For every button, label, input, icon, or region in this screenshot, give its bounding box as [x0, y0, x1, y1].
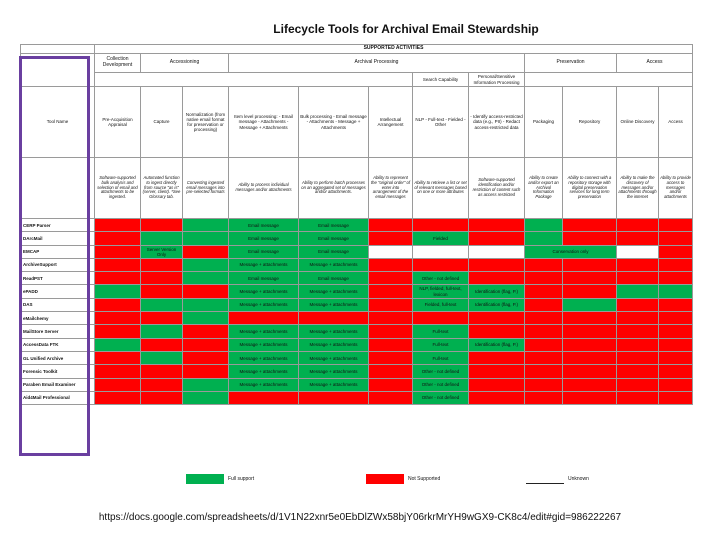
table-row — [21, 312, 693, 325]
cell-not-supported — [183, 245, 229, 258]
cell-not-supported — [369, 338, 413, 351]
cell-not-supported — [95, 232, 141, 245]
cell-supported: Message + attachments — [299, 365, 369, 378]
cell-not-supported — [95, 272, 141, 285]
cell-supported: Other - not defined — [413, 378, 469, 391]
cell-supported: Email message — [229, 245, 299, 258]
fn-pre-acquisition: Pre-Acquisition Appraisal — [95, 87, 141, 158]
pii-processing-header: Personal/Sensitive Information Processing — [469, 73, 525, 87]
table-row — [21, 232, 693, 245]
table-row — [21, 378, 693, 391]
cell-supported — [525, 232, 563, 245]
cell-supported: Message + attachments — [299, 298, 369, 311]
category-collection-development: Collection Development — [95, 54, 141, 73]
cell-not-supported — [95, 325, 141, 338]
tool-name: Paraben Email Examiner — [21, 378, 95, 391]
cell-supported: Message + attachments — [229, 258, 299, 271]
cell-not-supported — [563, 378, 617, 391]
cell-supported — [659, 285, 693, 298]
cell-not-supported — [369, 285, 413, 298]
fn-item-level: Item level processing: - Email message - Attachments - Message + Attachments — [229, 87, 299, 158]
cell-not-supported — [617, 365, 659, 378]
cell-not-supported — [141, 258, 183, 271]
fn-search-options: NLP - Full-text - Fielded - Other — [413, 87, 469, 158]
desc-pii: Software-supported identification and/or restriction of content such as access restricted — [469, 158, 525, 219]
desc-pre-acquisition: Software-supported bulk analysis and selection of email and attachments to be ingested. — [95, 158, 141, 219]
desc-access: Ability to provide access to messages and/or attachments — [659, 158, 693, 219]
cell-not-supported — [369, 258, 413, 271]
cell-not-supported — [563, 325, 617, 338]
cell-not-supported — [659, 325, 693, 338]
cell-not-supported — [659, 232, 693, 245]
tools-table — [20, 44, 693, 405]
fn-bulk-processing: Bulk processing - Email message - Attachments - Message + Attachments — [299, 87, 369, 158]
cell-not-supported — [141, 272, 183, 285]
supported-activities-header: SUPPORTED ACTIVITIES — [95, 45, 693, 54]
tool-name: AccessData FTK — [21, 338, 95, 351]
cell-not-supported — [659, 378, 693, 391]
cell-supported: Full-text — [413, 338, 469, 351]
cell-not-supported — [659, 338, 693, 351]
source-url[interactable]: https://docs.google.com/spreadsheets/d/1V1N22xnr5e0EbDlZWx58bjY06rkrMrYH9wGX9-CK8c4/edit#gid=986222267 — [98, 512, 622, 523]
cell-not-supported — [369, 232, 413, 245]
cell-not-supported — [617, 219, 659, 232]
cell-supported: Message + attachments — [299, 258, 369, 271]
cell-supported: Email message — [229, 272, 299, 285]
legend-swatch-not-supported — [366, 474, 404, 484]
cell-not-supported — [369, 219, 413, 232]
table-row — [21, 298, 693, 311]
cell-not-supported — [563, 351, 617, 364]
tool-name: DAS — [21, 298, 95, 311]
cell-supported — [183, 298, 229, 311]
cell-empty — [469, 245, 525, 258]
cell-supported: Full-text — [413, 325, 469, 338]
cell-empty — [525, 73, 693, 87]
cell-not-supported — [95, 391, 141, 404]
table-row — [21, 272, 693, 285]
cell-not-supported — [141, 378, 183, 391]
cell-not-supported — [183, 325, 229, 338]
table-row — [21, 219, 693, 232]
cell-not-supported — [299, 391, 369, 404]
cell-not-supported — [563, 285, 617, 298]
cell-not-supported — [469, 272, 525, 285]
cell-not-supported — [95, 258, 141, 271]
cell-not-supported — [95, 351, 141, 364]
fn-access: Access — [659, 87, 693, 158]
cell-not-supported — [617, 272, 659, 285]
spreadsheet — [16, 16, 696, 482]
cell-not-supported — [369, 351, 413, 364]
cell-not-supported — [469, 258, 525, 271]
cell-supported: Email message — [299, 219, 369, 232]
table-row — [21, 351, 693, 364]
cell-not-supported — [525, 312, 563, 325]
cell-not-supported — [369, 312, 413, 325]
desc-search: Ability to retrieve a list or set of relevant messages based on one or more attributes — [413, 158, 469, 219]
cell-supported — [141, 298, 183, 311]
cell-not-supported — [617, 312, 659, 325]
cell-not-supported — [413, 219, 469, 232]
cell-not-supported — [469, 219, 525, 232]
cell-not-supported — [659, 219, 693, 232]
cell-supported — [183, 272, 229, 285]
cell-supported: Other - not defined — [413, 272, 469, 285]
cell-not-supported — [229, 391, 299, 404]
category-accessioning: Accessioning — [141, 54, 229, 73]
desc-normalization: Converting ingested email messages into pre-selected formats — [183, 158, 229, 219]
desc-item-level: Ability to process individual messages and/or attachments — [229, 158, 299, 219]
cell-empty — [21, 45, 95, 54]
legend-swatch-unknown — [526, 483, 564, 484]
cell-supported: Message + attachments — [229, 325, 299, 338]
desc-online-discovery: Ability to make the discovery of messages and/or attachments through the internet — [617, 158, 659, 219]
cell-not-supported — [369, 272, 413, 285]
cell-not-supported — [617, 232, 659, 245]
legend-not-supported: Not Supported — [408, 476, 441, 482]
desc-intellectual-arrangement: Ability to represent the "original order" of enter into arrangement of the email messages — [369, 158, 413, 219]
cell-supported: Fielded — [413, 232, 469, 245]
cell-not-supported — [659, 245, 693, 258]
cell-not-supported — [617, 325, 659, 338]
cell-supported: Email message — [299, 245, 369, 258]
cell-supported: Other - not defined — [413, 365, 469, 378]
sheet-title: Lifecycle Tools for Archival Email Stewardship — [273, 22, 539, 36]
cell-not-supported — [183, 285, 229, 298]
cell-not-supported — [525, 351, 563, 364]
table-row — [21, 325, 693, 338]
tool-name: ArchiveSupport — [21, 258, 95, 271]
tool-name: MailStore Server — [21, 325, 95, 338]
cell-not-supported — [95, 365, 141, 378]
cell-not-supported — [525, 272, 563, 285]
cell-not-supported — [229, 312, 299, 325]
cell-supported — [141, 232, 183, 245]
tool-name: GL Unified Archive — [21, 351, 95, 364]
cell-supported: NLP, fielded, full-text, lexicon — [413, 285, 469, 298]
cell-not-supported — [617, 298, 659, 311]
cell-supported: Email message — [229, 219, 299, 232]
desc-bulk-processing: Ability to perform batch processes on an aggregated set of messages and/or attachments. — [299, 158, 369, 219]
cell-supported: Email message — [299, 272, 369, 285]
cell-not-supported — [95, 298, 141, 311]
cell-not-supported — [299, 312, 369, 325]
tool-name: CERP Parser — [21, 219, 95, 232]
cell-supported: Server Version Only — [141, 245, 183, 258]
tool-name: eMailchemy — [21, 312, 95, 325]
cell-not-supported — [141, 338, 183, 351]
cell-supported — [183, 258, 229, 271]
cell-not-supported — [369, 365, 413, 378]
cell-not-supported — [469, 312, 525, 325]
cell-supported: Message + attachments — [299, 351, 369, 364]
table-row — [21, 365, 693, 378]
cell-empty — [617, 245, 659, 258]
cell-not-supported — [469, 365, 525, 378]
search-capability-header: Search Capability — [413, 73, 469, 87]
cell-not-supported — [659, 351, 693, 364]
legend — [16, 472, 696, 486]
cell-supported: Fielded, full-text — [413, 298, 469, 311]
cell-supported: Message + attachments — [229, 298, 299, 311]
cell-supported: Message + attachments — [299, 325, 369, 338]
cell-not-supported — [563, 312, 617, 325]
cell-not-supported — [95, 312, 141, 325]
cell-supported: Identification (flag, P.) — [469, 285, 525, 298]
cell-not-supported — [469, 232, 525, 245]
cell-not-supported — [369, 378, 413, 391]
category-access: Access — [617, 54, 693, 73]
cell-not-supported — [183, 365, 229, 378]
tool-name: ePADD — [21, 285, 95, 298]
cell-not-supported — [563, 219, 617, 232]
cell-not-supported — [141, 219, 183, 232]
cell-not-supported — [525, 378, 563, 391]
legend-unknown: Unknown — [568, 476, 589, 482]
cell-not-supported — [183, 338, 229, 351]
cell-not-supported — [183, 351, 229, 364]
category-preservation: Preservation — [525, 54, 617, 73]
cell-not-supported — [469, 325, 525, 338]
cell-supported: Message + attachments — [299, 338, 369, 351]
cell-not-supported — [659, 365, 693, 378]
cell-not-supported — [617, 391, 659, 404]
cell-supported: Email message — [299, 232, 369, 245]
category-archival-processing: Archival Processing — [229, 54, 525, 73]
cell-empty — [413, 245, 469, 258]
table-row — [21, 338, 693, 351]
cell-empty — [95, 73, 413, 87]
cell-not-supported — [659, 258, 693, 271]
cell-empty — [369, 245, 413, 258]
legend-full-support: Full support — [228, 476, 255, 482]
fn-intellectual-arrangement: Intellectual Arrangement — [369, 87, 413, 158]
cell-not-supported — [469, 378, 525, 391]
cell-not-supported — [525, 338, 563, 351]
tool-name: DArcMail — [21, 232, 95, 245]
cell-not-supported — [659, 272, 693, 285]
cell-supported — [141, 325, 183, 338]
tool-name: Aid4Mail Professional — [21, 391, 95, 404]
desc-repository: Ability to connect with a repository storage with digital preservation services for long term preservation — [563, 158, 617, 219]
cell-supported: Full-text — [413, 351, 469, 364]
cell-not-supported — [525, 298, 563, 311]
tool-name-header: Tool Name — [21, 87, 95, 158]
cell-supported: Message + attachments — [299, 378, 369, 391]
cell-not-supported — [659, 298, 693, 311]
cell-not-supported — [525, 325, 563, 338]
cell-supported: Identification (flag, P.) — [469, 338, 525, 351]
cell-supported: Message + attachments — [229, 285, 299, 298]
cell-supported — [95, 338, 141, 351]
cell-supported: Email message — [229, 232, 299, 245]
cell-not-supported — [659, 312, 693, 325]
cell-not-supported — [617, 351, 659, 364]
fn-online-discovery: Online Discovery — [617, 87, 659, 158]
cell-not-supported — [141, 285, 183, 298]
cell-not-supported — [563, 272, 617, 285]
cell-supported — [141, 351, 183, 364]
cell-not-supported — [141, 365, 183, 378]
cell-supported: Conservation only — [525, 245, 617, 258]
cell-not-supported — [617, 258, 659, 271]
cell-not-supported — [563, 365, 617, 378]
cell-not-supported — [413, 258, 469, 271]
cell-supported — [183, 391, 229, 404]
cell-not-supported — [369, 325, 413, 338]
desc-capture: Automated function to ingest directly from source "as is" (server, client). *See Glossary tab. — [141, 158, 183, 219]
cell-supported — [95, 285, 141, 298]
cell-not-supported — [525, 391, 563, 404]
cell-supported — [183, 312, 229, 325]
cell-not-supported — [617, 338, 659, 351]
cell-not-supported — [95, 245, 141, 258]
tool-name: Forensic Toolkit — [21, 365, 95, 378]
cell-not-supported — [369, 391, 413, 404]
cell-not-supported — [525, 258, 563, 271]
cell-supported: Message + attachments — [229, 351, 299, 364]
fn-repository: Repository — [563, 87, 617, 158]
table-row — [21, 285, 693, 298]
legend-swatch-full-support — [186, 474, 224, 484]
cell-not-supported — [141, 312, 183, 325]
desc-packaging: Ability to create and/or export an Archival Information Package — [525, 158, 563, 219]
cell-supported — [183, 219, 229, 232]
fn-capture: Capture — [141, 87, 183, 158]
cell-supported: Identification (flag, P.) — [469, 298, 525, 311]
fn-normalization: Normalization (from native email format for preservation or processing) — [183, 87, 229, 158]
cell-not-supported — [413, 312, 469, 325]
cell-not-supported — [525, 365, 563, 378]
cell-not-supported — [369, 298, 413, 311]
cell-not-supported — [563, 258, 617, 271]
cell-not-supported — [617, 378, 659, 391]
cell-not-supported — [469, 351, 525, 364]
cell-supported — [183, 378, 229, 391]
tool-name: EMCAP — [21, 245, 95, 258]
fn-pii-options: - Identify access-restricted data (e.g., PII) - Redact access-restricted data — [469, 87, 525, 158]
cell-supported — [563, 298, 617, 311]
tool-name-column-highlight — [19, 56, 90, 456]
cell-not-supported — [95, 378, 141, 391]
cell-supported: Message + attachments — [229, 365, 299, 378]
cell-supported — [617, 285, 659, 298]
cell-not-supported — [563, 232, 617, 245]
cell-not-supported — [563, 391, 617, 404]
cell-not-supported — [141, 391, 183, 404]
cell-not-supported — [469, 391, 525, 404]
table-row — [21, 391, 693, 404]
cell-supported: Other - not defined — [413, 391, 469, 404]
cell-not-supported — [563, 338, 617, 351]
table-row — [21, 258, 693, 271]
fn-packaging: Packaging — [525, 87, 563, 158]
cell-supported: Message + attachments — [229, 378, 299, 391]
cell-supported: Message + attachments — [299, 285, 369, 298]
table-row — [21, 245, 693, 258]
cell-not-supported — [95, 219, 141, 232]
cell-not-supported — [659, 391, 693, 404]
cell-not-supported — [525, 285, 563, 298]
cell-supported: Message + attachments — [229, 338, 299, 351]
cell-supported — [525, 219, 563, 232]
tool-name: ReadPST — [21, 272, 95, 285]
cell-supported — [183, 232, 229, 245]
